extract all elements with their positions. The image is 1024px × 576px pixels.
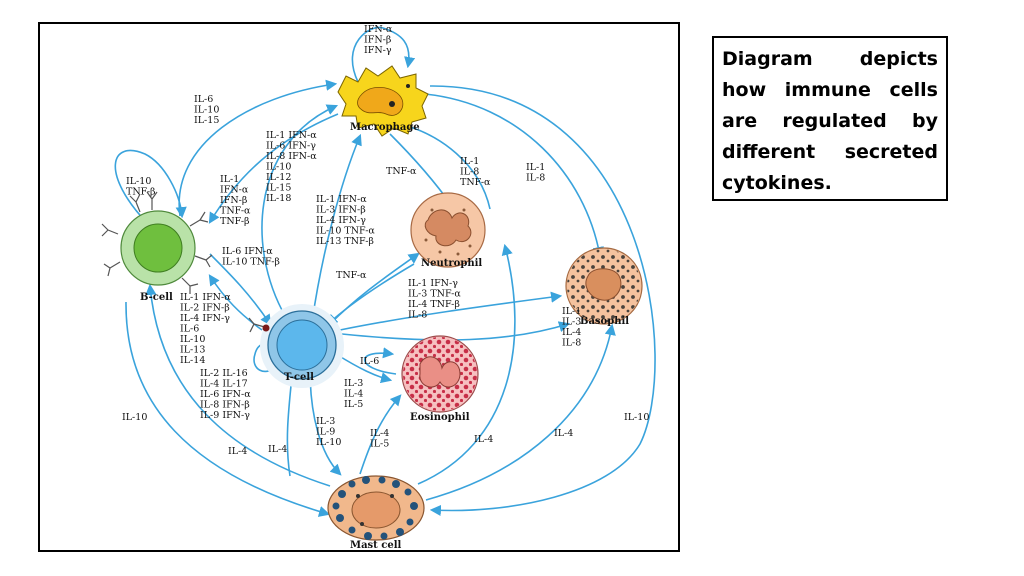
macrophage-label: Macrophage xyxy=(350,122,420,133)
bcell-cell xyxy=(102,192,212,294)
basophil-label: Basophil xyxy=(580,316,630,327)
cytokine-label-mac-self: IFN-α IFN-β IFN-γ xyxy=(364,24,393,56)
tcell-label: T-cell xyxy=(284,372,314,383)
cytokine-label-mast-to-eos: IL-4 IL-5 xyxy=(370,428,390,450)
cytokine-label-mac-to-baso: IL-1 IL-8 xyxy=(526,162,546,184)
cytokine-label-mast-il4-left: IL-4 xyxy=(228,446,248,457)
cytokine-label-b-self: IL-10 TNF-β xyxy=(126,176,156,198)
diagram-frame xyxy=(38,22,680,552)
immune-cytokine-diagram xyxy=(40,24,678,550)
cytokine-label-b-il10: IL-10 xyxy=(122,412,148,423)
mastcell-label: Mast cell xyxy=(350,540,402,550)
cytokine-label-mast-il4-baso: IL-4 xyxy=(554,428,574,439)
cytokine-label-t-to-eos: IL-3 IL-4 IL-5 xyxy=(344,378,364,410)
neutrophil-label: Neutrophil xyxy=(421,258,483,269)
cytokine-label-t-self: IL-2 IL-16 IL-4 IL-17 IL-6 IFN-α IL-8 IFN-β IL-9 IFN-γ xyxy=(200,368,251,421)
cytokine-label-b-to-mac: IL-6 IL-10 IL-15 xyxy=(194,94,220,126)
neutrophil-cell xyxy=(411,193,485,267)
cytokine-label-mac-to-b: IL-1 IFN-α IFN-β TNF-α TNF-β xyxy=(220,174,251,227)
cytokine-label-t-to-mast: IL-3 IL-9 IL-10 xyxy=(316,416,342,448)
arrow-tcell-to-basophil-low xyxy=(342,324,568,340)
eosinophil-cell xyxy=(402,336,478,412)
cytokine-label-t-to-b: IL-1 IFN-α IL-2 IFN-β IL-4 IFN-γ IL-6 IL-10 IL-13 IL-14 xyxy=(180,292,231,366)
cytokine-label-neut-to-mac: IL-1 IL-8 TNF-α xyxy=(460,156,491,188)
cytokine-label-t-to-neut: IL-1 IFN-γ IL-3 TNF-α IL-4 TNF-β IL-8 xyxy=(408,278,461,321)
bcell-label: B-cell xyxy=(140,292,173,303)
eosinophil-label: Eosinophil xyxy=(410,412,470,423)
cytokine-label-t-to-baso: IL-1 IL-3 IL-4 IL-8 xyxy=(562,306,582,349)
mastcell-cell xyxy=(328,476,424,540)
cytokine-label-t-to-neut-tnf: TNF-α xyxy=(336,270,367,281)
cytokine-label-mac-to-neut: TNF-α xyxy=(386,166,417,177)
cytokine-label-t-to-mac: IL-1 IFN-α IL-6 IFN-γ IL-8 IFN-α IL-10 IL-12 IL-15 IL-18 xyxy=(266,130,317,204)
arrow-mast-to-tcell xyxy=(287,376,292,476)
caption-box: Diagram depicts how immune cells are regulated by different secreted cytokines. xyxy=(712,36,948,201)
cytokine-label-mast-il4-mid: IL-4 xyxy=(268,444,288,455)
cytokine-label-b-to-t: IL-6 IFN-α IL-10 TNF-β xyxy=(222,246,280,268)
cytokine-label-mast-il10-right: IL-10 xyxy=(624,412,650,423)
cytokine-label-mast-il4-neut: IL-4 xyxy=(474,434,494,445)
cytokine-label-t-mid: IL-1 IFN-α IL-3 IFN-β IL-4 IFN-γ IL-10 TNF-α IL-13 TNF-β xyxy=(316,194,375,247)
cytokine-label-eos-il6: IL-6 xyxy=(360,356,380,367)
